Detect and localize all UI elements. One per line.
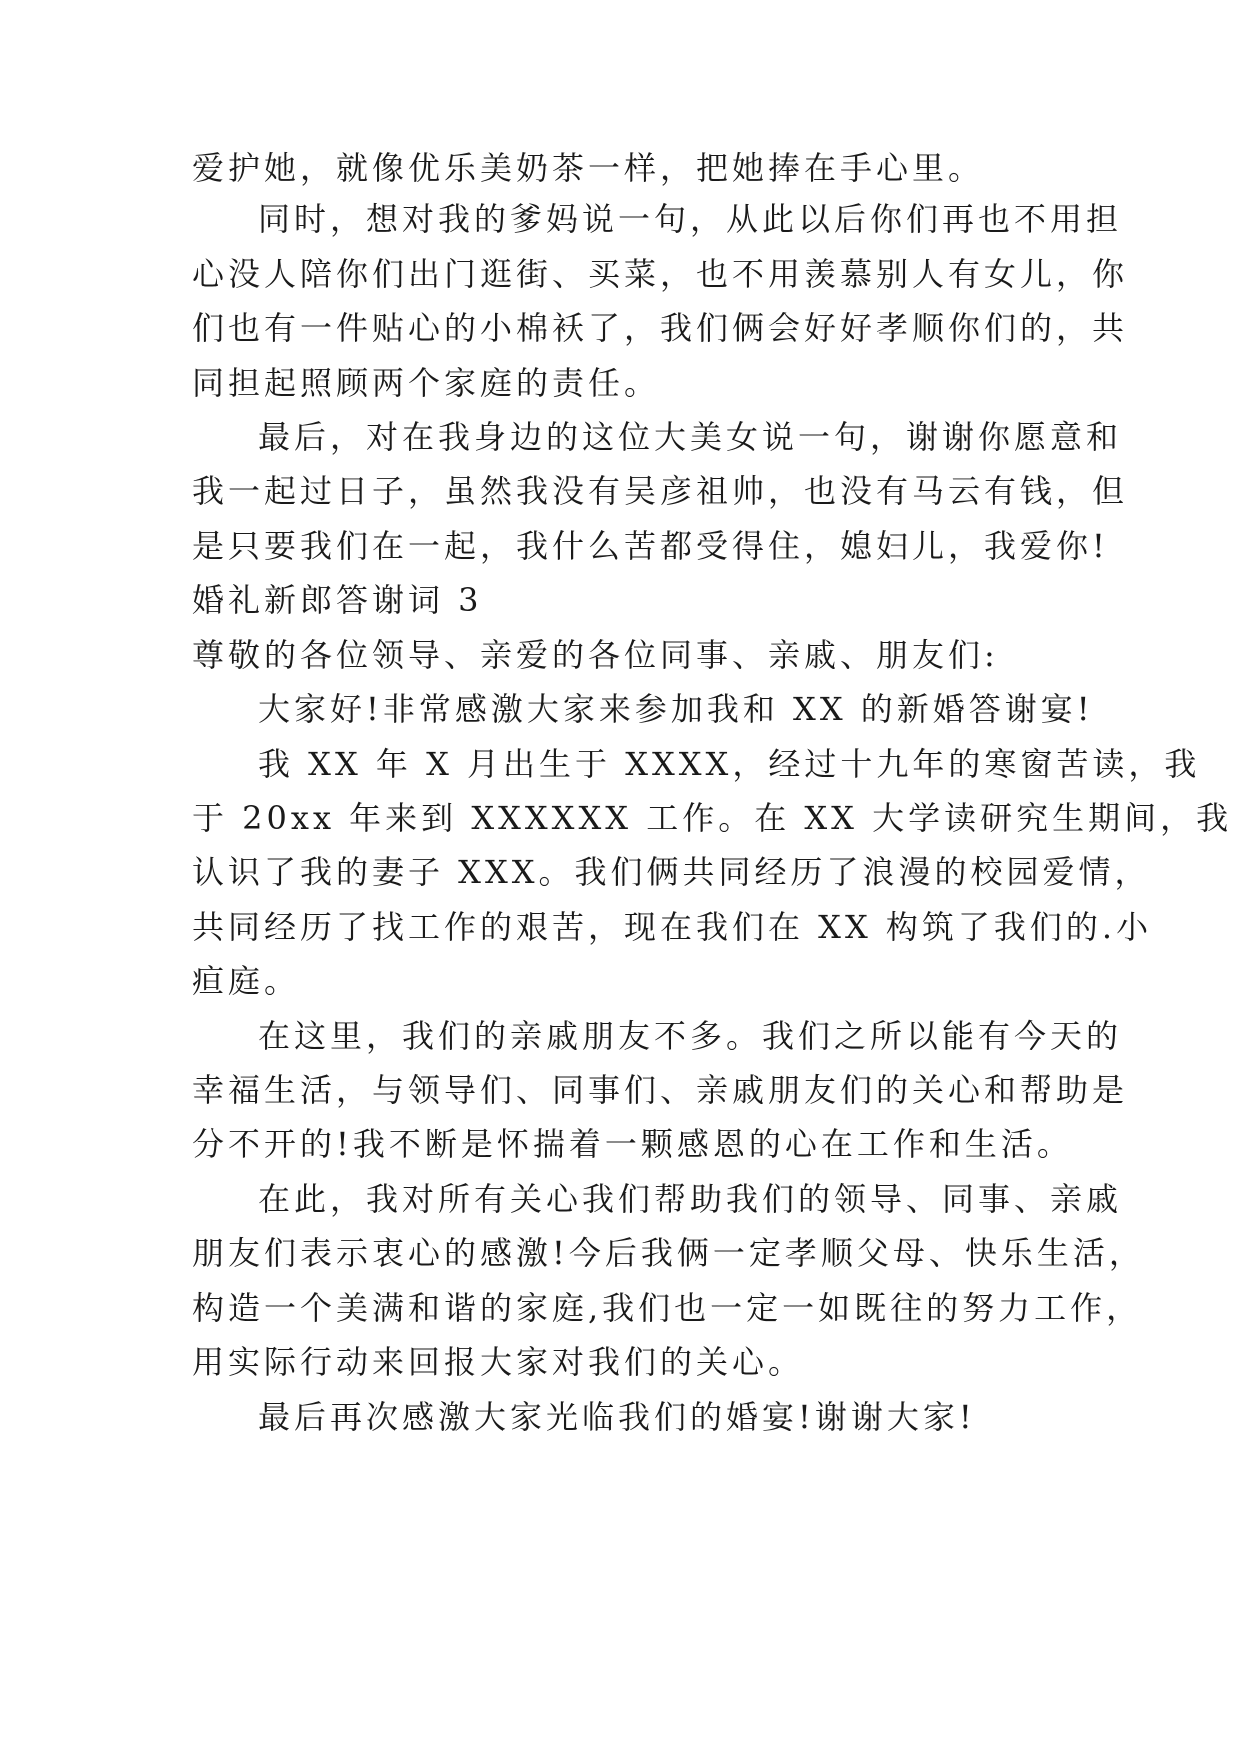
- paragraph-line: 最后再次感激大家光临我们的婚宴!谢谢大家!: [258, 1398, 976, 1436]
- text-line: 心没人陪你们出门逛街、买菜，也不用羡慕别人有女儿，你: [192, 255, 1129, 293]
- text-line: 于 20xx 年来到 XXXXXX 工作。在 XX 大学读研究生期间，我: [192, 799, 1233, 837]
- text-line: 认识了我的妻子 XXX。我们俩共同经历了浪漫的校园爱情，: [192, 853, 1151, 891]
- text-line: 共同经历了找工作的艰苦，现在我们在 XX 构筑了我们的.小: [192, 908, 1153, 946]
- paragraph-line: 我 XX 年 X 月出生于 XXXX，经过十九年的寒窗苦读，我: [258, 745, 1201, 783]
- paragraph-line: 大家好!非常感激大家来参加我和 XX 的新婚答谢宴!: [258, 690, 1094, 728]
- text-line: 幸福生活，与领导们、同事们、亲戚朋友们的关心和帮助是: [192, 1071, 1129, 1109]
- text-line: 同担起照顾两个家庭的责任。: [192, 364, 661, 402]
- text-line: 用实际行动来回报大家对我们的关心。: [192, 1343, 805, 1381]
- paragraph-line: 在此，我对所有关心我们帮助我们的领导、同事、亲戚: [258, 1180, 1123, 1218]
- text-line: 疸庭。: [192, 962, 301, 1000]
- text-line: 朋友们表示衷心的感激!今后我俩一定孝顺父母、快乐生活，: [192, 1234, 1145, 1272]
- paragraph-line: 最后，对在我身边的这位大美女说一句，谢谢你愿意和: [258, 418, 1123, 456]
- paragraph-line: 同时，想对我的爹妈说一句，从此以后你们再也不用担: [258, 200, 1123, 238]
- text-line: 是只要我们在一起，我什么苦都受得住，媳妇儿，我爱你!: [192, 527, 1109, 565]
- text-line: 我一起过日子，虽然我没有吴彦祖帅，也没有马云有钱，但: [192, 472, 1129, 510]
- section-heading: 婚礼新郎答谢词 3: [192, 581, 483, 619]
- text-line: 们也有一件贴心的小棉袄了，我们俩会好好孝顺你们的，共: [192, 309, 1129, 347]
- paragraph-line: 在这里，我们的亲戚朋友不多。我们之所以能有今天的: [258, 1017, 1123, 1055]
- salutation-line: 尊敬的各位领导、亲爱的各位同事、亲戚、朋友们:: [192, 636, 999, 674]
- text-line: 爱护她，就像优乐美奶茶一样，把她捧在手心里。: [192, 149, 985, 187]
- text-line: 构造一个美满和谐的家庭,我们也一定一如既往的努力工作，: [192, 1289, 1143, 1327]
- text-line: 分不开的!我不断是怀揣着一颗感恩的心在工作和生活。: [192, 1125, 1073, 1163]
